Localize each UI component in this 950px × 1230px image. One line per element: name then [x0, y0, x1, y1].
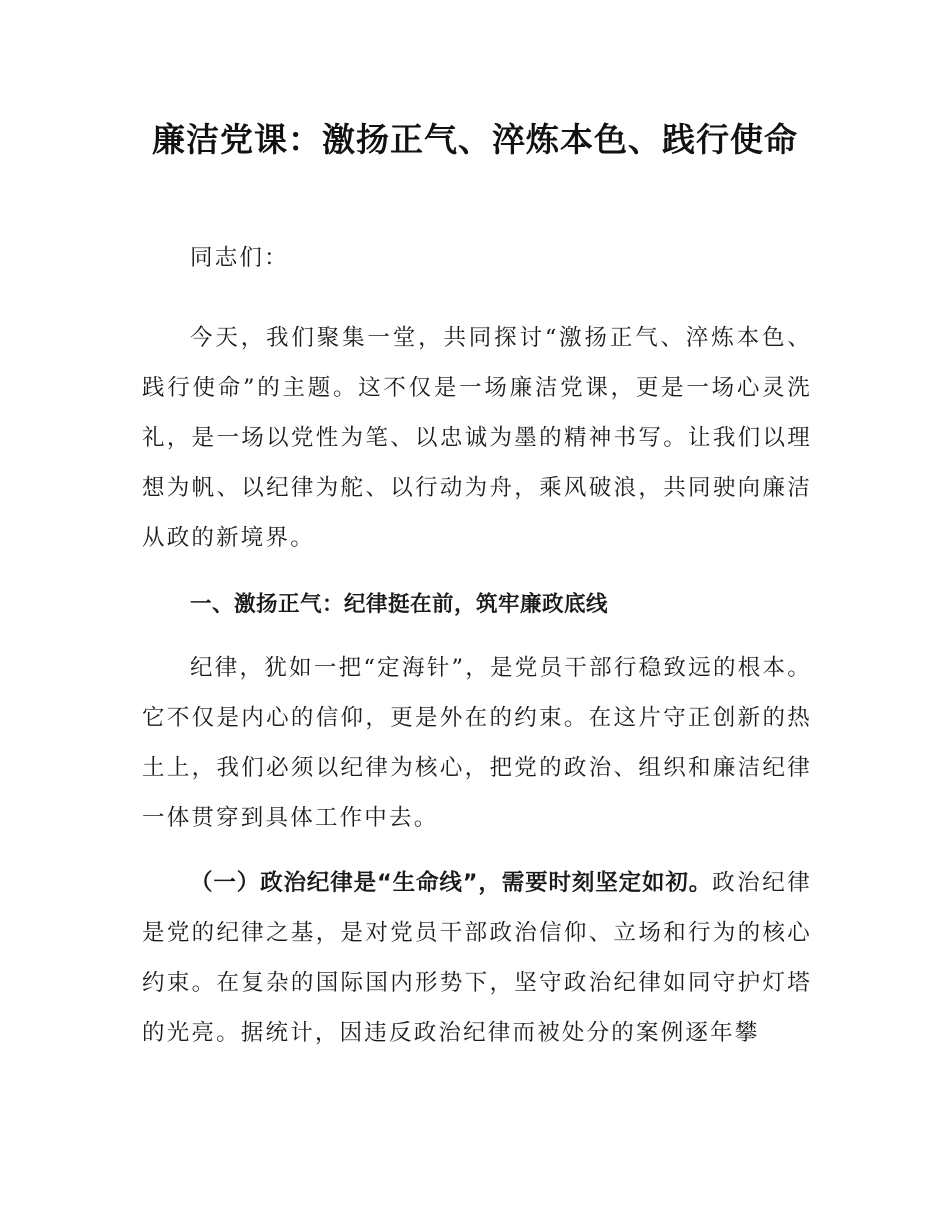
document-title: 廉洁党课：激扬正气、淬炼本色、践行使命	[152, 120, 798, 159]
intro-paragraph: 今天，我们聚集一堂，共同探讨“激扬正气、淬炼本色、践行使命”的主题。这不仅是一场廉洁党课，更是一场心灵洗礼，是一场以党性为笔、以忠诚为墨的精神书写。让我们以理想为帆、以纪律为舵、以行动为舟，乘风破浪，共同驶向廉洁从政的新境界。	[142, 325, 812, 551]
greeting-paragraph: 同志们：	[190, 245, 289, 271]
section-1-paragraph: 纪律，犹如一把“定海针”，是党员干部行稳致远的根本。它不仅是内心的信仰，更是外在的约束。在这片守正创新的热土上，我们必须以纪律为核心，把党的政治、组织和廉洁纪律一体贯穿到具体工作中去。	[142, 655, 812, 831]
subsection-1-paragraph	[142, 858, 812, 1058]
subsection-1-body: 政治纪律是党的纪律之基，是对党员干部政治信仰、立场和行为的核心约束。在复杂的国际国内形势下，坚守政治纪律如同守护灯塔的光亮。据统计，因违反政治纪律而被处分的案例逐年攀	[142, 870, 812, 1046]
section-1-heading: 一、激扬正气：纪律挺在前，筑牢廉政底线	[190, 592, 609, 617]
subsection-1-heading: （一）政治纪律是“生命线”，需要时刻坚定如初。	[190, 870, 713, 896]
